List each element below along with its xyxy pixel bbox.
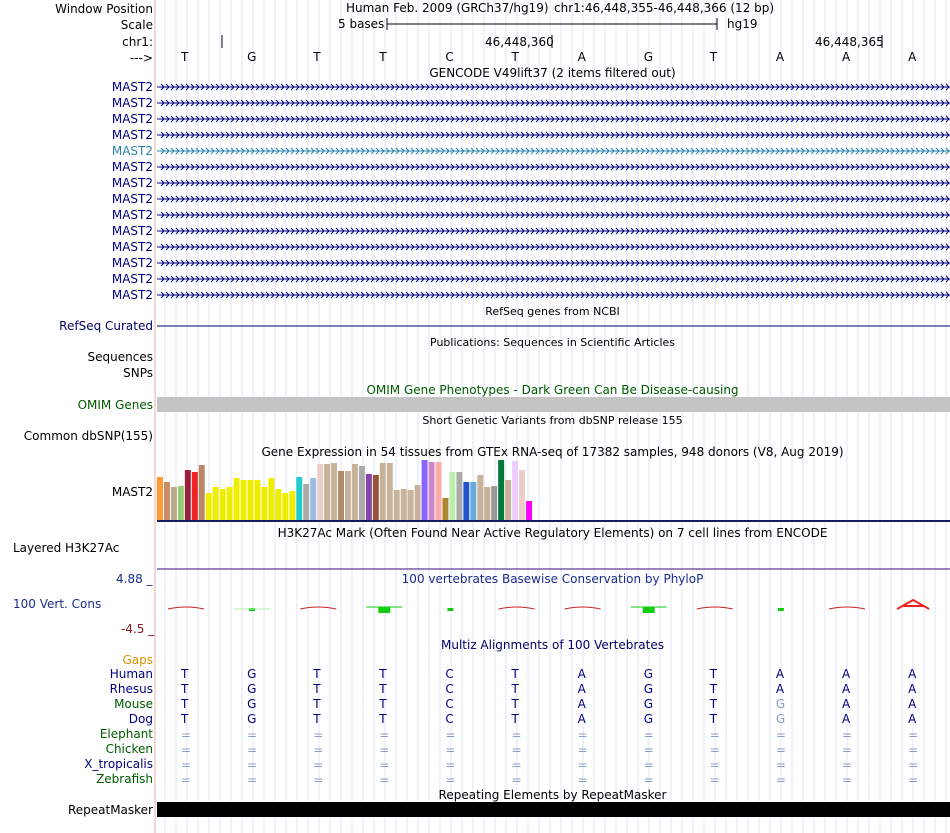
alignment-base: A <box>842 667 851 681</box>
alignment-base: = <box>379 743 390 757</box>
snps-label[interactable]: SNPs <box>123 366 153 380</box>
gtex-tissue-bar[interactable] <box>178 486 184 520</box>
gene-label[interactable]: MAST2 <box>111 288 153 302</box>
gtex-tissue-bar[interactable] <box>303 484 309 520</box>
alignment-base: = <box>313 773 324 787</box>
gene-label[interactable]: MAST2 <box>111 176 153 190</box>
alignment-base: = <box>445 728 456 742</box>
gtex-tissue-bar[interactable] <box>519 470 525 520</box>
alignment-base: = <box>908 758 919 772</box>
gtex-tissue-bar[interactable] <box>268 478 274 520</box>
gtex-tissue-bar[interactable] <box>373 475 379 520</box>
gene-label[interactable]: MAST2 <box>111 208 153 222</box>
alignment-base: = <box>313 743 324 757</box>
alignment-base: = <box>511 773 522 787</box>
alignment-base: T <box>379 667 387 681</box>
position-text[interactable]: chr1:46,448,355-46,448,366 (12 bp) <box>554 1 775 15</box>
base-letter: G <box>643 50 653 64</box>
alignment-base: G <box>247 712 257 726</box>
species-label[interactable]: Rhesus <box>109 682 153 696</box>
phylop-mark-negative <box>447 608 453 611</box>
multiz-title: Multiz Alignments of 100 Vertebrates <box>440 638 665 652</box>
base-letter: T <box>379 50 387 64</box>
base-letter: G <box>247 50 257 64</box>
phylop-title: 100 vertebrates Basewise Conservation by PhyloP <box>401 572 704 586</box>
base-letter: A <box>775 50 785 64</box>
refseq-label[interactable]: RefSeq Curated <box>59 319 153 333</box>
gtex-tissue-bar[interactable] <box>241 480 247 520</box>
alignment-base: = <box>247 758 258 772</box>
gene-label[interactable]: MAST2 <box>111 224 153 238</box>
species-label[interactable]: Elephant <box>99 727 153 741</box>
alignment-base: A <box>577 712 586 726</box>
gtex-tissue-bar[interactable] <box>192 472 198 520</box>
alignment-base: = <box>181 743 192 757</box>
alignment-base: A <box>842 682 851 696</box>
alignment-base: = <box>643 728 654 742</box>
repeat-title: Repeating Elements by RepeatMasker <box>438 788 667 802</box>
gtex-tissue-bar[interactable] <box>199 465 205 520</box>
alignment-base: = <box>775 773 786 787</box>
base-letter: T <box>709 50 718 64</box>
scale-bar-text: 5 bases <box>338 17 385 31</box>
alignment-base: A <box>577 667 586 681</box>
gtex-tissue-bar[interactable] <box>526 501 532 520</box>
gencode-title: GENCODE V49lift37 (2 items filtered out) <box>429 66 676 80</box>
alignment-base: = <box>445 773 456 787</box>
gtex-tissue-bar[interactable] <box>442 498 448 520</box>
alignment-base: = <box>908 728 919 742</box>
alignment-base: = <box>445 743 456 757</box>
gtex-tissue-bar[interactable] <box>317 464 323 520</box>
scale-label: Scale <box>120 18 153 32</box>
alignment-base: C <box>445 667 454 681</box>
gtex-tissue-bar[interactable] <box>512 461 518 520</box>
window-position-label: Window Position <box>55 2 153 16</box>
alignment-base: T <box>181 712 189 726</box>
alignment-base: C <box>445 712 454 726</box>
gtex-tissue-bar[interactable] <box>220 489 226 520</box>
gtex-tissue-bar[interactable] <box>296 477 302 520</box>
alignment-base: T <box>709 697 718 711</box>
pubs-title: Publications: Sequences in Scientific Articles <box>430 336 675 349</box>
gtex-tissue-bar[interactable] <box>491 486 497 520</box>
gtex-tissue-bar[interactable] <box>338 471 344 520</box>
alignment-base: = <box>908 773 919 787</box>
omim-label[interactable]: OMIM Genes <box>77 398 153 412</box>
gene-label[interactable]: MAST2 <box>111 144 153 158</box>
dbsnp-label[interactable]: Common dbSNP(155) <box>23 429 153 443</box>
alignment-base: G <box>247 667 257 681</box>
scale-assembly: hg19 <box>727 17 758 31</box>
alignment-base: = <box>577 758 588 772</box>
alignment-base: = <box>709 758 720 772</box>
alignment-base: = <box>511 728 522 742</box>
alignment-base: T <box>313 712 321 726</box>
alignment-base: = <box>775 728 786 742</box>
gtex-tissue-bar[interactable] <box>463 482 469 520</box>
gtex-tissue-bar[interactable] <box>331 463 337 520</box>
omim-title: OMIM Gene Phenotypes - Dark Green Can Be Disease-causing <box>366 383 739 397</box>
alignment-base: G <box>247 682 257 696</box>
alignment-base: C <box>445 682 454 696</box>
alignment-base: G <box>643 682 653 696</box>
coordinate-2: 46,448,365 <box>815 35 884 49</box>
alignment-base: C <box>445 697 454 711</box>
gtex-tissue-bar[interactable] <box>213 487 219 520</box>
alignment-base: A <box>775 682 785 696</box>
gencode-gene-lines <box>157 84 950 298</box>
phylop-plot[interactable] <box>168 600 929 613</box>
gtex-tissue-bar[interactable] <box>394 490 400 520</box>
gtex-tissue-bar[interactable] <box>248 480 254 520</box>
alignment-base: G <box>247 697 257 711</box>
alignment-base: T <box>379 682 387 696</box>
gtex-tissue-bar[interactable] <box>401 489 407 520</box>
alignment-base: A <box>908 667 917 681</box>
alignment-base: A <box>908 712 917 726</box>
alignment-base: = <box>709 728 720 742</box>
h3k27ac-title: H3K27Ac Mark (Often Found Near Active Regulatory Elements) on 7 cell lines from ENCODE <box>277 526 828 540</box>
gtex-tissue-bar[interactable] <box>164 482 170 520</box>
alignment-base: = <box>511 743 522 757</box>
phylop-max: 4.88 _ <box>116 572 153 586</box>
gtex-tissue-bar[interactable] <box>429 462 435 520</box>
alignment-base: A <box>577 697 586 711</box>
gtex-tissue-bar[interactable] <box>227 487 233 520</box>
alignment-base: = <box>511 758 522 772</box>
phylop-mark-negative <box>778 608 784 611</box>
species-label[interactable]: Human <box>109 667 153 681</box>
alignment-base: = <box>643 758 654 772</box>
alignment-base: T <box>313 697 321 711</box>
gtex-tissue-bar[interactable] <box>380 463 386 520</box>
gtex-tissue-bar[interactable] <box>484 487 490 520</box>
alignment-base: T <box>181 682 189 696</box>
gene-label[interactable]: MAST2 <box>111 80 153 94</box>
alignment-base: = <box>842 743 853 757</box>
phylop-mark-negative <box>643 607 655 613</box>
alignment-base: = <box>709 773 720 787</box>
alignment-base: T <box>511 697 519 711</box>
alignment-base: = <box>247 728 258 742</box>
gtex-tissue-bar[interactable] <box>498 460 504 520</box>
species-label[interactable]: X_tropicalis <box>84 757 153 771</box>
alignment-base: G <box>775 697 786 711</box>
alignment-base: = <box>842 728 853 742</box>
h3k27ac-label[interactable]: Layered H3K27Ac <box>13 541 120 555</box>
species-label[interactable]: Mouse <box>114 697 153 711</box>
gtex-tissue-bar[interactable] <box>436 462 442 520</box>
gene-label[interactable]: MAST2 <box>111 96 153 110</box>
alignment-base: = <box>313 758 324 772</box>
alignment-base: = <box>313 728 324 742</box>
alignment-base: = <box>577 773 588 787</box>
alignment-base: = <box>842 773 853 787</box>
gtex-title: Gene Expression in 54 tissues from GTEx RNA-seq of 17382 samples, 948 donors (V8, Aug 2019) <box>261 445 844 459</box>
alignment-base: T <box>181 667 189 681</box>
alignment-base: T <box>379 712 387 726</box>
alignment-base: A <box>842 712 851 726</box>
alignment-base: T <box>709 682 718 696</box>
repeat-label[interactable]: RepeatMasker <box>67 803 153 817</box>
gtex-tissue-bar[interactable] <box>261 487 267 520</box>
gtex-tissue-bar[interactable] <box>408 490 414 520</box>
gtex-tissue-bar[interactable] <box>206 493 212 520</box>
alignment-base: = <box>181 728 192 742</box>
base-letter: A <box>908 50 917 64</box>
repeatmasker-bar[interactable] <box>157 802 950 817</box>
alignment-base: T <box>511 682 519 696</box>
alignment-base: A <box>908 697 917 711</box>
alignment-base: T <box>709 667 718 681</box>
gtex-tissue-bar[interactable] <box>171 487 177 520</box>
alignment-base: = <box>247 743 258 757</box>
phylop-mark-positive <box>168 607 204 609</box>
alignment-base: G <box>643 667 653 681</box>
gtex-tissue-bar[interactable] <box>282 493 288 520</box>
alignment-base: T <box>709 712 718 726</box>
gtex-tissue-bar[interactable] <box>415 485 421 520</box>
base-letter: T <box>511 50 519 64</box>
phylop-min: -4.5 _ <box>121 622 155 636</box>
gtex-tissue-bar[interactable] <box>254 480 260 520</box>
base-letter: T <box>181 50 189 64</box>
alignment-base: = <box>709 743 720 757</box>
base-letter: A <box>577 50 586 64</box>
alignment-base: T <box>313 682 321 696</box>
alignment-base: = <box>643 743 654 757</box>
species-label[interactable]: Dog <box>128 712 153 726</box>
sequences-label[interactable]: Sequences <box>87 350 153 364</box>
gene-label[interactable]: MAST2 <box>111 240 153 254</box>
alignment-base: T <box>313 667 321 681</box>
gene-label[interactable]: MAST2 <box>111 256 153 270</box>
alignment-base: A <box>842 697 851 711</box>
species-label[interactable]: Zebrafish <box>96 772 153 786</box>
gtex-tissue-bar[interactable] <box>470 482 476 520</box>
gene-label[interactable]: MAST2 <box>111 192 153 206</box>
gtex-tissue-bar[interactable] <box>352 464 358 520</box>
refseq-title: RefSeq genes from NCBI <box>485 305 620 318</box>
base-letter: T <box>313 50 321 64</box>
gene-label[interactable]: MAST2 <box>111 128 153 142</box>
alignment-base: = <box>181 758 192 772</box>
coordinate-1: 46,448,360 <box>485 35 554 49</box>
gtex-tissue-bar[interactable] <box>359 466 365 520</box>
alignment-base: A <box>577 682 586 696</box>
alignment-base: = <box>842 758 853 772</box>
gtex-tissue-bar[interactable] <box>157 477 163 520</box>
base-letter: A <box>842 50 851 64</box>
gtex-tissue-bar[interactable] <box>505 480 511 520</box>
phylop-mark-negative <box>378 607 390 613</box>
gtex-tissue-bar[interactable] <box>310 478 316 520</box>
alignment-base: = <box>775 743 786 757</box>
alignment-base: = <box>643 773 654 787</box>
alignment-base: = <box>379 773 390 787</box>
gtex-tissue-bar[interactable] <box>185 470 191 520</box>
alignment-base: G <box>643 697 653 711</box>
alignment-base: T <box>181 697 189 711</box>
phylop-label[interactable]: 100 Vert. Cons <box>13 597 102 611</box>
omim-bar[interactable] <box>157 397 950 412</box>
strand-label: ---> <box>129 51 153 65</box>
gene-label[interactable]: MAST2 <box>111 160 153 174</box>
species-label[interactable]: Chicken <box>105 742 153 756</box>
alignment-base: = <box>775 758 786 772</box>
dbsnp-title: Short Genetic Variants from dbSNP release 155 <box>422 414 683 427</box>
alignment-base: T <box>511 712 519 726</box>
gtex-tissue-bar[interactable] <box>275 489 281 520</box>
gtex-bars[interactable] <box>157 460 532 520</box>
alignment-base: T <box>379 697 387 711</box>
gtex-tissue-bar[interactable] <box>387 463 393 520</box>
gaps-label[interactable]: Gaps <box>122 653 153 667</box>
alignment-base: G <box>775 712 786 726</box>
alignment-base: T <box>511 667 519 681</box>
gtex-tissue-bar[interactable] <box>324 464 330 520</box>
phylop-mark-positive <box>300 607 336 609</box>
gtex-tissue-bar[interactable] <box>449 472 455 520</box>
alignment-base: = <box>247 773 258 787</box>
gtex-tissue-bar[interactable] <box>289 491 295 520</box>
gene-label[interactable]: MAST2 <box>111 272 153 286</box>
alignment-base: A <box>908 682 917 696</box>
alignment-base: G <box>643 712 653 726</box>
alignment-base: = <box>379 728 390 742</box>
assembly-title: Human Feb. 2009 (GRCh37/hg19) <box>346 1 549 15</box>
gene-label[interactable]: MAST2 <box>111 112 153 126</box>
alignment-base: A <box>775 667 785 681</box>
alignment-base: = <box>445 758 456 772</box>
gtex-tissue-bar[interactable] <box>345 471 351 520</box>
alignment-base: = <box>908 743 919 757</box>
alignment-base: = <box>577 743 588 757</box>
gtex-tissue-bar[interactable] <box>456 472 462 520</box>
gtex-tissue-bar[interactable] <box>366 474 372 520</box>
alignment-base: = <box>577 728 588 742</box>
gtex-tissue-bar[interactable] <box>422 460 428 520</box>
gtex-tissue-bar[interactable] <box>477 475 483 520</box>
alignment-base: = <box>181 773 192 787</box>
chrom-label: chr1: <box>122 35 153 49</box>
gtex-label[interactable]: MAST2 <box>111 485 153 499</box>
base-letter: C <box>445 50 454 64</box>
alignment-base: = <box>379 758 390 772</box>
gtex-tissue-bar[interactable] <box>234 478 240 520</box>
